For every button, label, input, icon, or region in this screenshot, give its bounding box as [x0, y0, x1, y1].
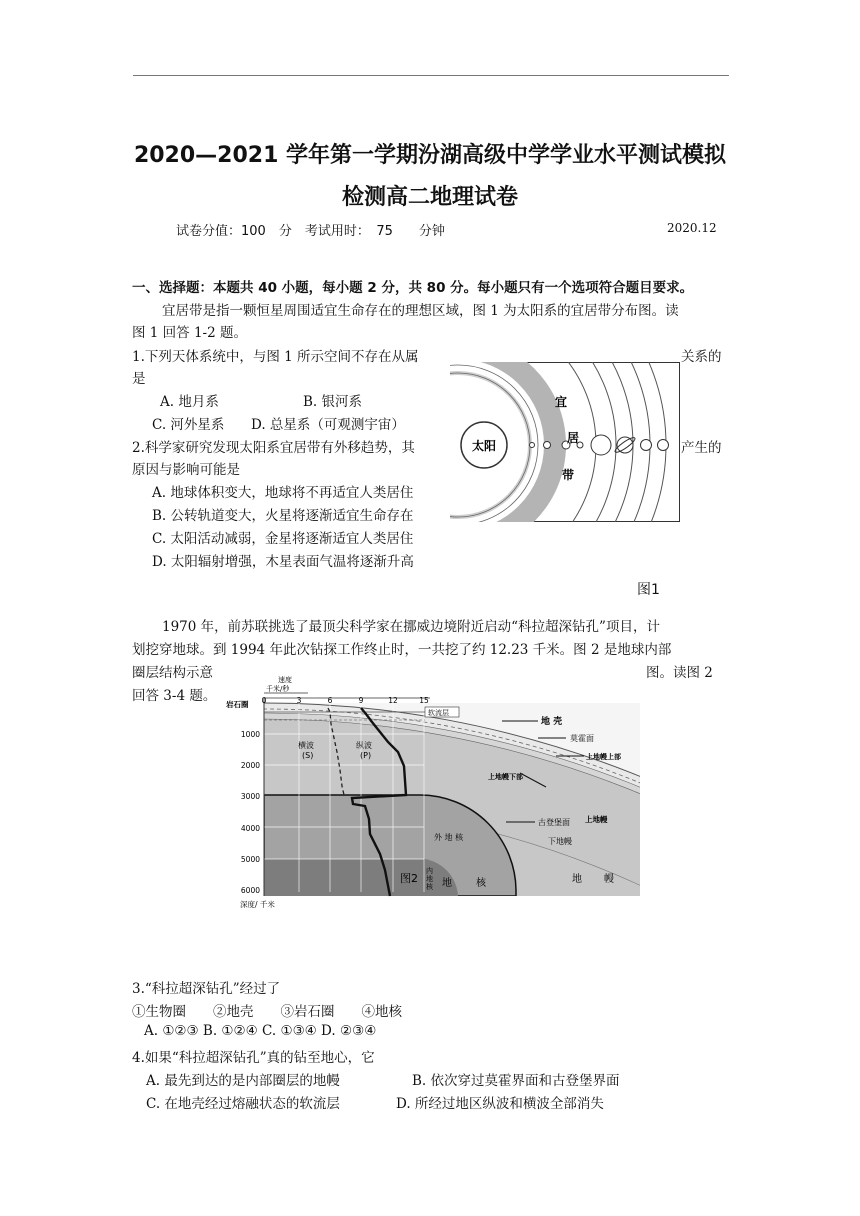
x-tick: 9 — [358, 696, 364, 705]
inner-core-label: 地 — [426, 875, 433, 883]
q2-option-c: C. 太阳活动减弱，金星将逐渐适宜人类居住 — [152, 531, 414, 547]
q4-option-c: C. 在地壳经过熔融状态的软流层 — [146, 1096, 340, 1112]
core-label: 地 — [442, 878, 452, 889]
q1-stem-end: 关系的 — [681, 349, 722, 365]
inner-core-label: 内 — [426, 867, 433, 875]
q1-option-b: B. 银河系 — [303, 394, 363, 410]
q2-option-a: A. 地球体积变大，地球将不再适宜人类居住 — [152, 485, 414, 501]
q4-option-d: D. 所经过地区纵波和横波全部消失 — [396, 1096, 604, 1112]
header-rule — [133, 75, 729, 76]
figure1-caption: 图1 — [637, 582, 660, 598]
q2-stem-line2: 原因与影响可能是 — [132, 462, 240, 478]
x-tick: 15 — [419, 696, 429, 705]
q1-stem: 1.下列天体系统中，与图 1 所示空间不存在从属 — [132, 349, 419, 365]
q3-stem: 3.“科拉超深钻孔”经过了 — [132, 981, 281, 997]
exam-title-line2: 检测高二地理试卷 — [341, 185, 518, 210]
planet-icon — [591, 435, 611, 455]
y-tick: 6000 — [240, 886, 260, 895]
core-label: 核 — [476, 878, 486, 889]
q2-option-b: B. 公转轨道变大，火星将逐渐适宜生命存在 — [152, 508, 414, 524]
planet-icon — [641, 440, 652, 451]
sun-label: 太阳 — [471, 439, 497, 453]
s-wave-symbol: (S) — [302, 751, 314, 760]
outer-core-label: 外 地 核 — [434, 833, 464, 842]
x-tick: 0 — [261, 696, 267, 705]
figure1-habitable-zone — [450, 362, 680, 522]
y-tick: 1000 — [240, 730, 260, 739]
passage2-line3: 圈层结构示意 — [132, 665, 213, 681]
passage2-line3-end: 图。读图 2 — [646, 665, 713, 681]
x-tick: 6 — [327, 696, 333, 705]
zone-char: 居 — [566, 431, 580, 445]
y-tick: 2000 — [240, 761, 260, 770]
q2-option-d: D. 太阳辐射增强，木星表面气温将逐渐升高 — [152, 554, 414, 570]
y-tick: 4000 — [240, 824, 260, 833]
exam-date: 2020.12 — [667, 221, 717, 235]
s-wave-label: 横波 — [298, 741, 314, 750]
passage2-line1: 1970 年，前苏联挑选了最顶尖科学家在挪威边境附近启动“科拉超深钻孔”项目，计 — [162, 619, 660, 635]
section-heading: 一、选择题：本题共 40 小题，每小题 2 分，共 80 分。每小题只有一个选项符合题目要求。 — [132, 280, 694, 296]
q3-items: ①生物圈 ②地壳 ③岩石圈 ④地核 — [132, 1004, 402, 1020]
depth-axis-label: 深度/ 千米 — [240, 900, 275, 909]
planet-icon — [658, 440, 669, 451]
q3-options: A. ①②③ B. ①②④ C. ①③④ D. ②③④ — [144, 1023, 377, 1039]
q4-stem: 4.如果“科拉超深钻孔”真的钻至地心，它 — [132, 1050, 375, 1066]
exam-score-info: 试卷分值：100 分 考试用时： 75 分钟 — [176, 224, 445, 239]
moho-label: 莫霍面 — [570, 734, 594, 743]
mantle-label: 地 — [572, 874, 582, 885]
exam-title-line1: 2020—2021 学年第一学期汾湖高级中学学业水平测试模拟 — [133, 143, 727, 168]
planet-icon — [530, 443, 535, 448]
q4-option-b: B. 依次穿过莫霍界面和古登堡界面 — [412, 1073, 620, 1089]
planet-icon — [544, 442, 551, 449]
q4-option-a: A. 最先到达的是内部圈层的地幔 — [146, 1073, 340, 1089]
q1-option-c: C. 河外星系 — [152, 417, 225, 433]
upper-mantle-top-label: 上地幔上部 — [586, 753, 621, 761]
upper-mantle-lower-label: 上地幔下部 — [488, 773, 523, 781]
p-wave-symbol: (P) — [360, 751, 372, 760]
intro-line2: 图 1 回答 1-2 题。 — [132, 325, 247, 341]
lower-mantle-label: 下地幔 — [548, 837, 572, 846]
p-wave-label: 纵波 — [356, 741, 372, 750]
zone-char: 宜 — [554, 395, 568, 409]
x-tick: 12 — [388, 696, 398, 705]
x-tick: 3 — [296, 696, 302, 705]
intro-line1: 宜居带是指一颗恒星周围适宜生命存在的理想区域，图 1 为太阳系的宜居带分布图。读 — [162, 303, 679, 319]
inner-core-label: 核 — [426, 883, 433, 891]
gutenberg-label: 古登堡面 — [538, 818, 570, 827]
y-tick: 3000 — [240, 792, 260, 801]
figure2-earth-interior — [220, 674, 640, 914]
q2-stem: 2.科学家研究发现太阳系宜居带有外移趋势，其 — [132, 440, 415, 456]
crust-label: 地 壳 — [541, 717, 563, 727]
asthenosphere-label: 软流层 — [428, 709, 449, 717]
q1-option-a: A. 地月系 — [160, 394, 219, 410]
q1-stem-line2: 是 — [132, 371, 146, 387]
upper-mantle-label: 上地幔 — [585, 815, 608, 824]
passage2-line4: 回答 3-4 题。 — [132, 688, 217, 704]
q2-stem-end: 产生的 — [681, 440, 722, 456]
q1-option-d: D. 总星系（可观测宇宙） — [251, 417, 405, 433]
passage2-line2: 划挖穿地球。到 1994 年此次钻探工作终止时，一共挖了约 12.23 千米。图 2 是地球内部 — [132, 642, 672, 658]
y-tick: 5000 — [240, 855, 260, 864]
figure2-caption: 图2 — [400, 872, 418, 885]
speed-label: 速度 — [278, 676, 292, 684]
zone-char: 带 — [561, 468, 575, 482]
mantle-label: 幔 — [604, 874, 614, 885]
lithosphere-label: 岩石圈 — [226, 700, 249, 709]
speed-unit-label: 千米/秒 — [266, 685, 290, 693]
